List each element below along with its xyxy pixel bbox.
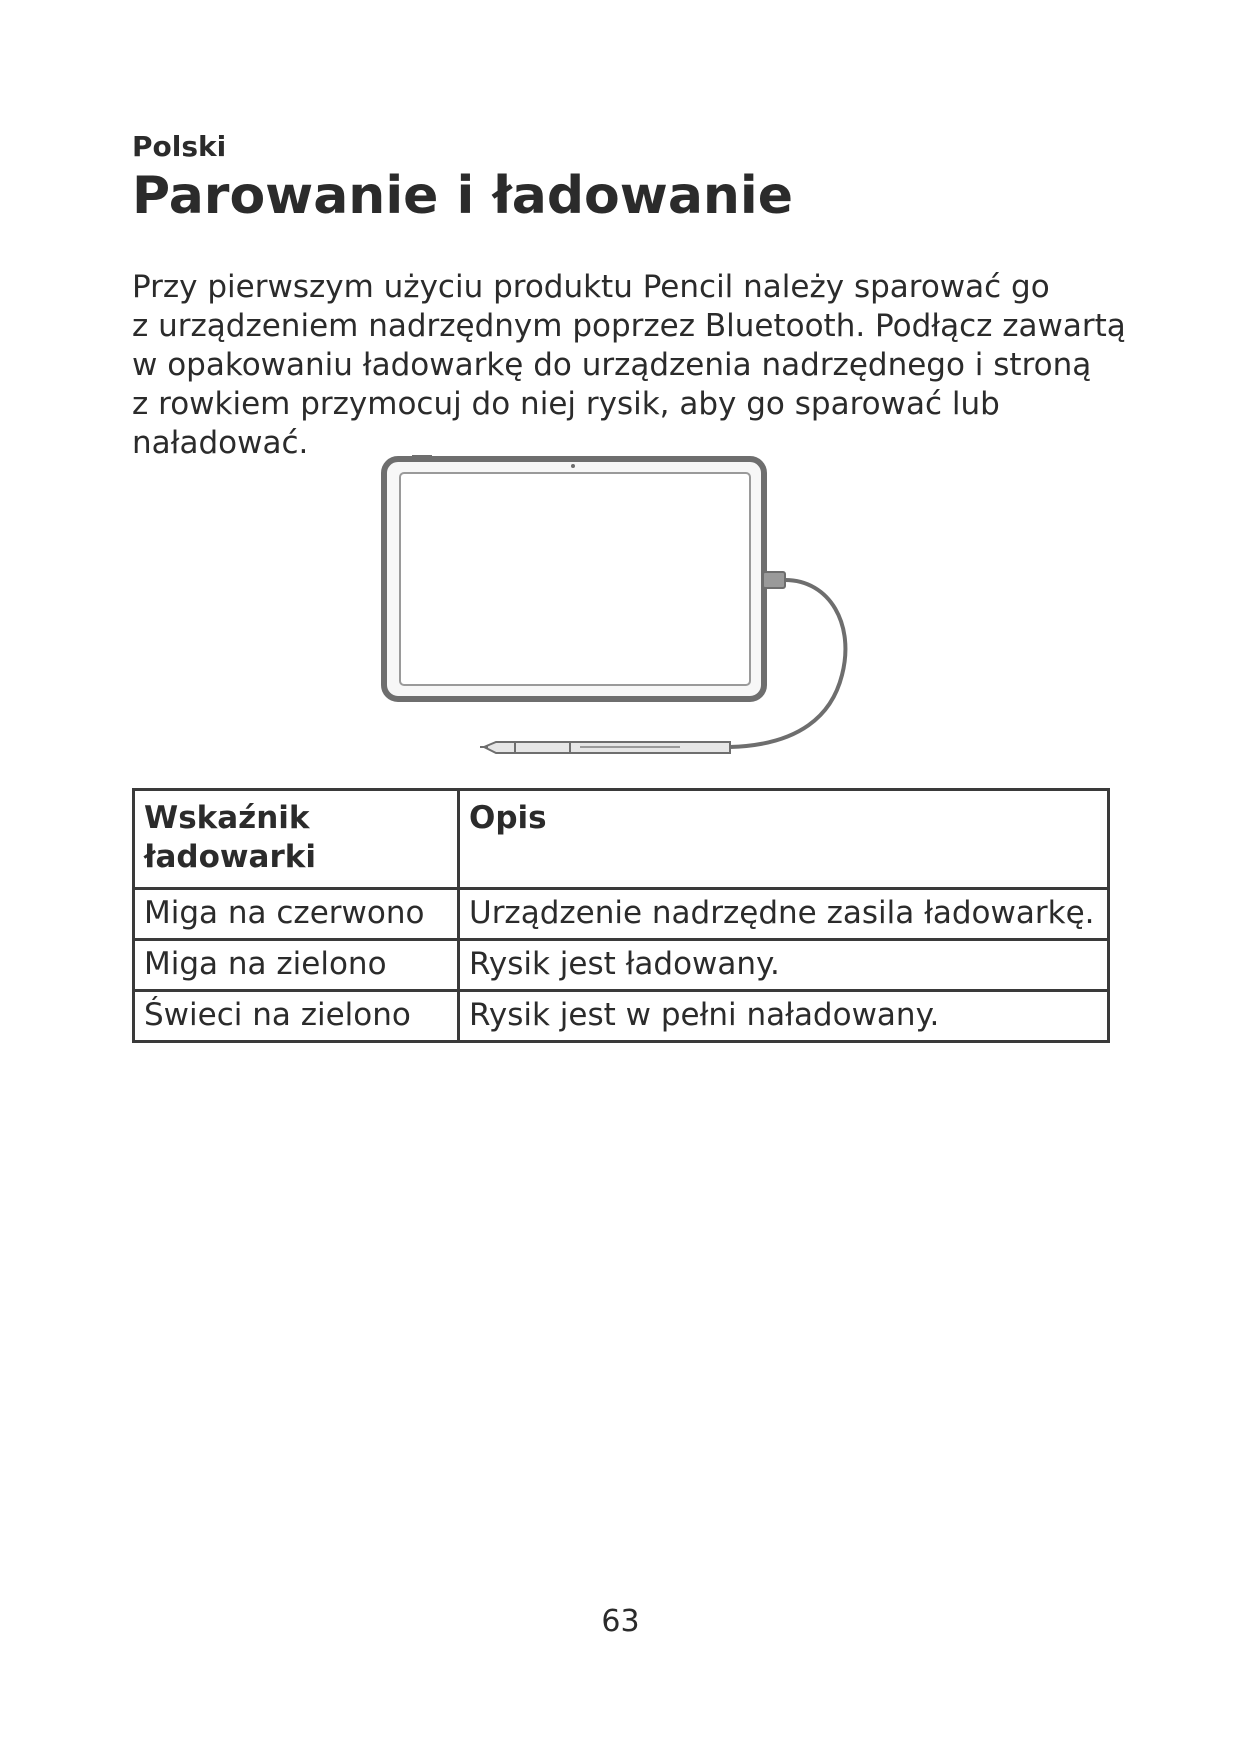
header-indicator-line: ładowarki <box>144 839 316 875</box>
intro-line: Przy pierwszym użyciu produktu Pencil należy sparować go <box>132 269 1050 305</box>
intro-paragraph <box>132 268 1126 463</box>
header-indicator <box>134 790 459 889</box>
indicator-table <box>132 788 1110 1043</box>
description-cell: Rysik jest w pełni naładowany. <box>459 991 1109 1042</box>
pencil-icon <box>480 742 730 753</box>
table-row <box>134 940 1109 991</box>
header-description: Opis <box>459 790 1109 889</box>
indicator-cell: Miga na zielono <box>134 940 459 991</box>
header-indicator-line: Wskaźnik <box>144 800 310 836</box>
description-cell: Urządzenie nadrzędne zasila ładowarkę. <box>459 889 1109 940</box>
intro-line: z rowkiem przymocuj do niej rysik, aby go sparować lub <box>132 386 1000 422</box>
intro-line: w opakowaniu ładowarkę do urządzenia nadrzędnego i stroną <box>132 347 1092 383</box>
tablet-icon <box>384 456 764 699</box>
page-number: 63 <box>601 1604 640 1639</box>
description-cell: Rysik jest ładowany. <box>459 940 1109 991</box>
table-row <box>134 889 1109 940</box>
intro-line: z urządzeniem nadrzędnym poprzez Bluetooth. Podłącz zawartą <box>132 308 1126 344</box>
tablet-with-pencil-charger-icon <box>380 455 870 775</box>
table-row <box>134 991 1109 1042</box>
intro-line: naładować. <box>132 425 309 461</box>
table-header-row <box>134 790 1109 889</box>
indicator-cell: Miga na czerwono <box>134 889 459 940</box>
language-label: Polski <box>132 130 227 163</box>
indicator-cell: Świeci na zielono <box>134 991 459 1042</box>
page-title: Parowanie i ładowanie <box>132 166 794 226</box>
